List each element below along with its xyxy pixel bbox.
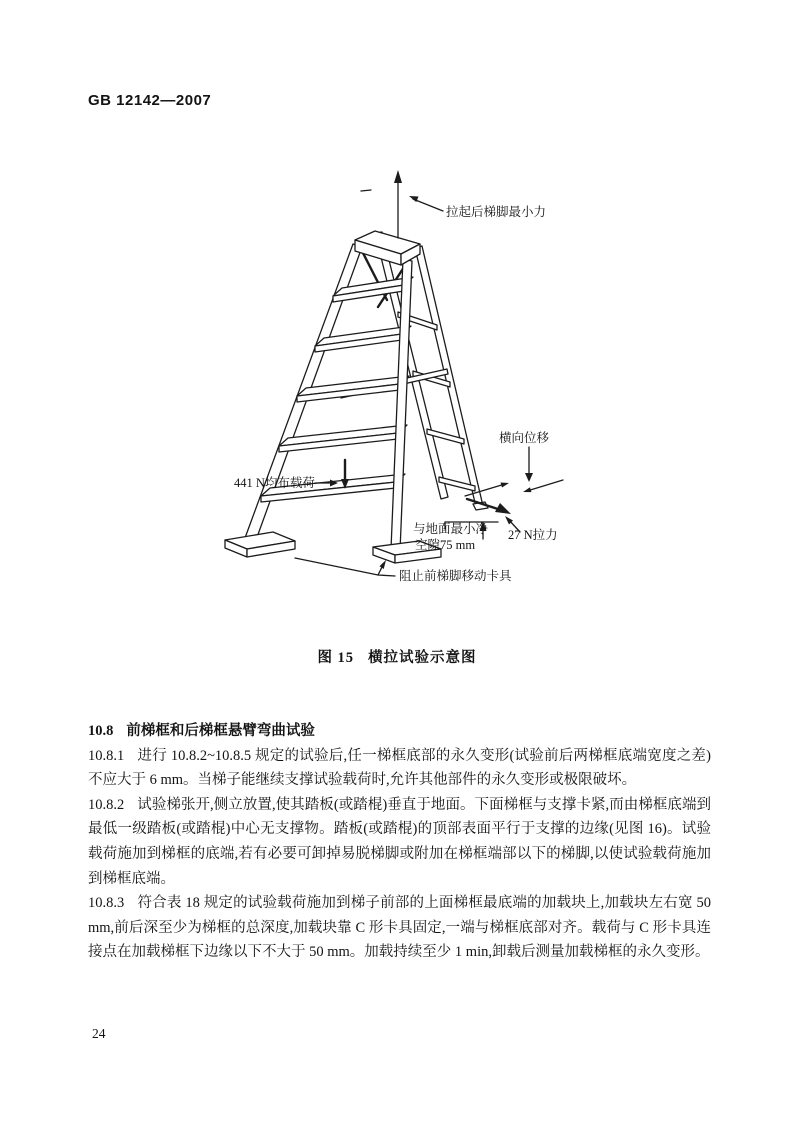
- doc-number: GB 12142—2007: [88, 92, 212, 109]
- paragraph-body: 试验梯张开,侧立放置,使其踏板(或踏棍)垂直于地面。下面梯框与支撑卡紧,而由梯框底端到最低一级踏板(或踏棍)中心无支撑物。踏板(或踏棍)的顶部表面平行于支撑的边缘(见图 16)。试验载荷施加到梯框的底端,若有必要可卸掉易脱梯脚或附加在梯框端部以下的梯脚,以使试验载荷施加到梯框底端。: [88, 796, 711, 887]
- label-ground-clearance-1: 与地面最小净: [413, 522, 489, 536]
- figure-caption-title: 横拉试验示意图: [368, 650, 477, 666]
- label-front-foot-clamp: 阻止前梯脚移动卡具: [399, 569, 512, 583]
- figure-caption: [0, 646, 794, 667]
- paragraph-body: 符合表 18 规定的试验载荷施加到梯子前部的上面梯框最底端的加载块上,加载块左右宽 50 mm,前后深至少为梯框的总深度,加载块靠 C 形卡具固定,一端与梯框底部对齐。载荷与 C 形卡具连接点在加载梯框下边缘以下不大于 50 mm。加载持续至少 1 min,卸载后测量加载梯框的永久变形。: [88, 895, 711, 961]
- front-foot-clamps: [225, 532, 441, 563]
- label-distributed-load: 441 N均布载荷: [234, 476, 315, 490]
- section-heading: [88, 719, 711, 744]
- ladder-top-cap: [355, 231, 420, 265]
- paragraph-10-8-3: [88, 891, 711, 965]
- ladder-diagram: [215, 155, 665, 635]
- section-heading-title: 前梯框和后梯框悬臂弯曲试验: [126, 723, 315, 739]
- label-ground-clearance-2: 空隙75 mm: [415, 538, 476, 552]
- paragraph-number: 10.8.3: [88, 895, 125, 912]
- clamp-leader-line: [295, 558, 395, 576]
- lateral-displacement-marks: [465, 447, 563, 496]
- paragraph-body: 进行 10.8.2~10.8.5 规定的试验后,任一梯框底部的永久变形(试验前后两梯框底端宽度之差)不应大于 6 mm。当梯子能继续支撑试验载荷时,允许其他部件的永久变形或极限破坏。: [88, 747, 711, 789]
- paragraph-number: 10.8.2: [88, 796, 125, 813]
- label-lateral-displacement: 横向位移: [499, 431, 550, 445]
- label-pull-force: 27 N拉力: [508, 528, 558, 542]
- paragraph-number: 10.8.1: [88, 747, 125, 764]
- paragraph-10-8-2: [88, 793, 711, 891]
- figure-caption-number: 图 15: [317, 650, 355, 666]
- ladder-rear-frame: [375, 232, 488, 510]
- label-pull-up-force: 拉起后梯脚最小力: [446, 205, 547, 219]
- pull-up-arrow: [361, 170, 443, 238]
- section-heading-number: 10.8: [88, 723, 114, 739]
- paragraph-10-8-1: [88, 744, 711, 793]
- section-text: [88, 719, 711, 965]
- page-number: 24: [92, 1026, 106, 1041]
